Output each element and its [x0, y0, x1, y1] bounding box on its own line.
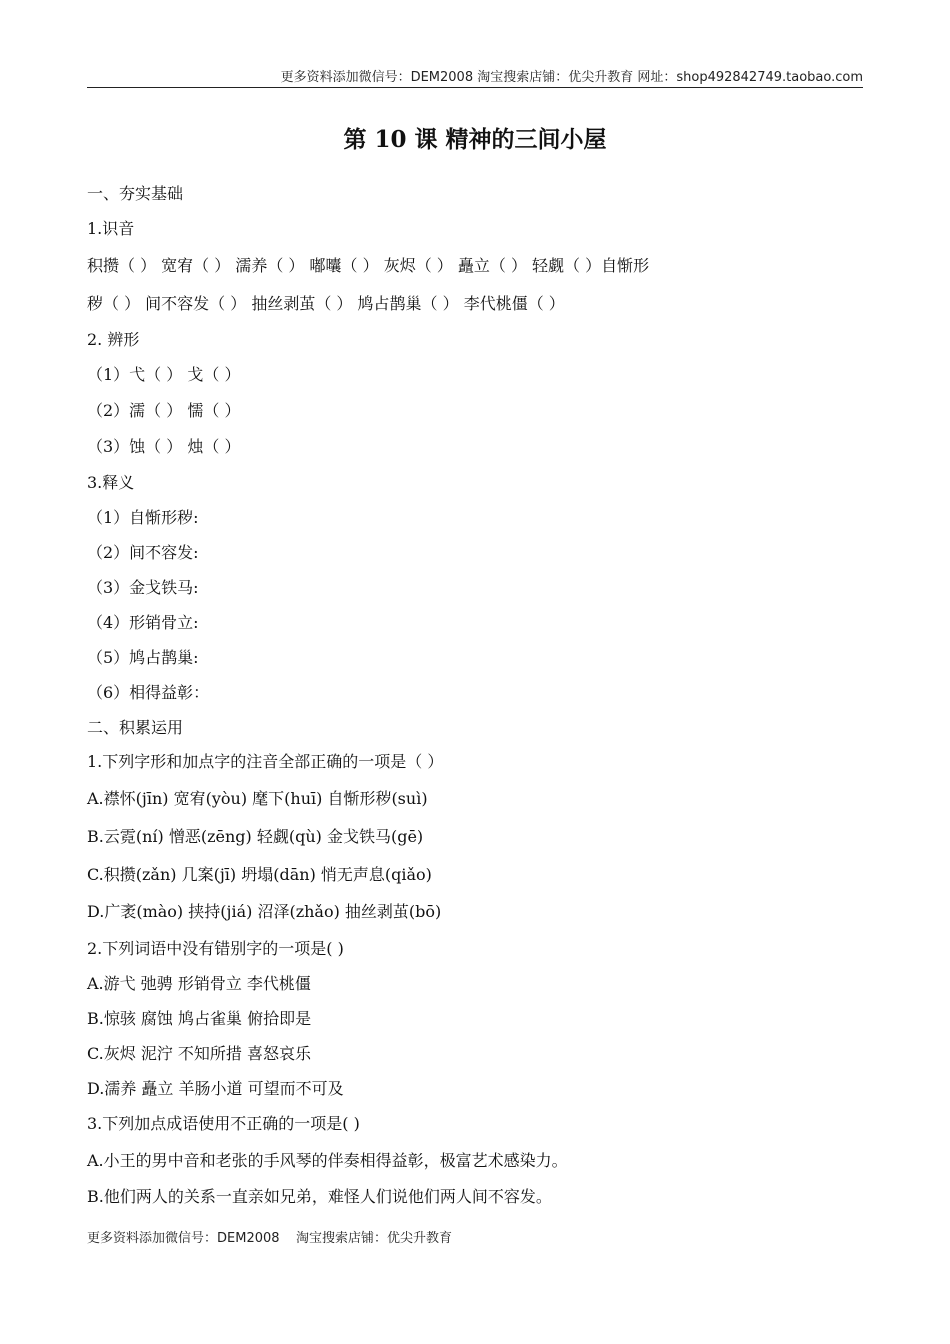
page-title: 第 10 课 精神的三间小屋 [343, 126, 607, 153]
text-line: 2.下列词语中没有错别字的一项是( ) [87, 939, 344, 958]
text-line: （1）弋（ ） 戈（ ） [87, 365, 241, 384]
text-line: D.广袤(mào) 挟持(jiá) 沼泽(zhǎo) 抽丝剥茧(bō) [87, 902, 442, 921]
text-line: C.积攒(zǎn) 几案(jī) 坍塌(dān) 悄无声息(qiǎo) [87, 865, 432, 884]
text-line: （6）相得益彰： [87, 683, 210, 702]
text-line: （1）自惭形秽: [87, 508, 199, 527]
text-line: （2）间不容发: [87, 543, 199, 562]
text-line: 1.下列字形和加点字的注音全部正确的一项是（ ） [87, 752, 444, 771]
text-line: 3.下列加点成语使用不正确的一项是( ) [87, 1114, 360, 1133]
text-line: B.云霓(ní) 憎恶(zēng) 轻觑(qù) 金戈铁马(gē) [87, 827, 424, 846]
text-line: 积攒（ ） 宽宥（ ） 濡养（ ） 嘟囔（ ） 灰烬（ ） 矗立（ ） 轻觑（ ）自惭形 [87, 256, 650, 275]
text-line: （3）金戈铁马: [87, 578, 199, 597]
text-line: A.小王的男中音和老张的手风琴的伴奏相得益彰，极富艺术感染力。 [87, 1151, 568, 1170]
text-line: 3.释义 [87, 473, 135, 492]
header-divider [87, 87, 863, 88]
text-line: A.游弋 弛骋 形销骨立 李代桃僵 [87, 974, 311, 993]
text-line: B.他们两人的关系一直亲如兄弟，难怪人们说他们两人间不容发。 [87, 1187, 552, 1206]
text-line: （5）鸠占鹊巢: [87, 648, 199, 667]
text-line: C.灰烬 泥泞 不知所措 喜怒哀乐 [87, 1044, 312, 1063]
text-line: （3）蚀（ ） 烛（ ） [87, 437, 241, 456]
text-line: D.濡养 矗立 羊肠小道 可望而不可及 [87, 1079, 344, 1098]
text-line: 一、夯实基础 [87, 184, 184, 203]
text-line: （4）形销骨立: [87, 613, 199, 632]
text-line: 秽（ ） 间不容发（ ） 抽丝剥茧（ ） 鸠占鹊巢（ ） 李代桃僵（ ） [87, 294, 565, 313]
page-footer: 更多资料添加微信号：DEM2008 淘宝搜索店铺：优尖升教育 [87, 1231, 453, 1246]
text-line: 1.识音 [87, 219, 135, 238]
text-line: B.惊骇 腐蚀 鸠占雀巢 俯拾即是 [87, 1009, 312, 1028]
text-line: （2）濡（ ） 懦（ ） [87, 401, 241, 420]
text-line: 2. 辨形 [87, 330, 140, 349]
text-line: A.襟怀(jīn) 宽宥(yòu) 麾下(huī) 自惭形秽(suì) [87, 789, 428, 808]
text-line: 二、积累运用 [87, 718, 184, 737]
page-header: 更多资料添加微信号：DEM2008 淘宝搜索店铺：优尖升教育 网址：shop492842749.taobao.com [280, 70, 863, 85]
